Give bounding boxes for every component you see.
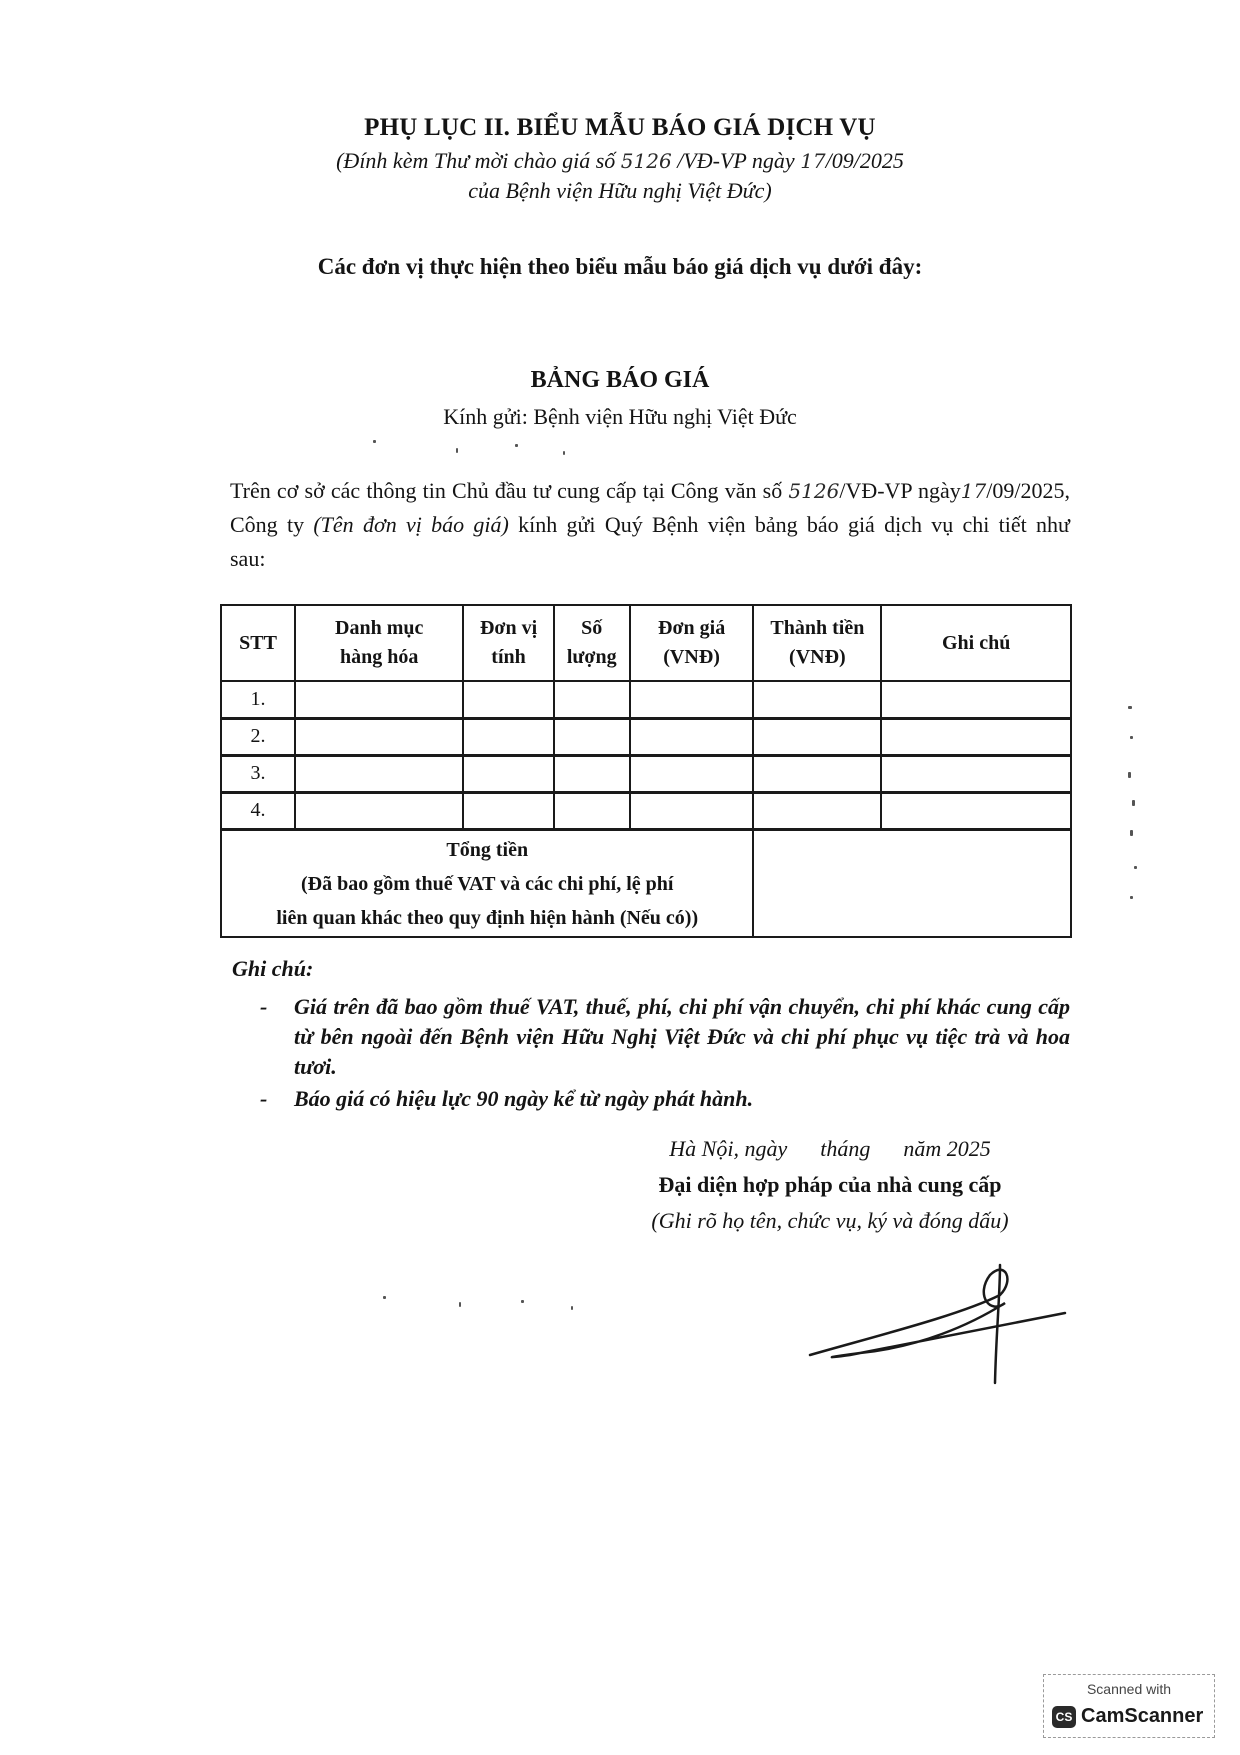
total-note-2: liên quan khác theo quy định hiện hành (Nếu có)) xyxy=(276,907,699,930)
intro-text-d: Công ty xyxy=(230,512,314,537)
handwritten-document-number-2: 5126 xyxy=(788,479,840,503)
quote-title: BẢNG BÁO GIÁ xyxy=(530,367,710,393)
header-unit-price: Đơn giá (VNĐ) xyxy=(630,605,754,681)
header-amount: Thành tiền (VNĐ) xyxy=(753,605,881,681)
total-title: Tổng tiền xyxy=(446,839,529,862)
handwritten-day: 17 xyxy=(800,149,826,173)
scan-speck xyxy=(1132,800,1135,806)
note-item-1 xyxy=(260,992,1070,1082)
attachment-ref-text-a: (Đính kèm Thư mời chào giá số xyxy=(336,148,621,173)
intro-line-3: sau: xyxy=(230,546,266,571)
cell-note xyxy=(881,755,1071,792)
total-row xyxy=(221,829,1071,937)
watermark-caption: Scanned with xyxy=(1086,1681,1172,1697)
cell-qty xyxy=(554,792,630,829)
instruction-text: Các đơn vị thực hiện theo biểu mẫu báo giá dịch vụ dưới đây: xyxy=(317,254,923,279)
cell-amount xyxy=(753,755,881,792)
scan-speck xyxy=(1134,866,1137,869)
intro-text-a: Trên cơ sở các thông tin Chủ đầu tư cung cấp tại Công văn số xyxy=(230,478,789,503)
cell-price xyxy=(630,755,754,792)
total-value-cell xyxy=(753,829,1071,937)
header-quantity: Số lượng xyxy=(554,605,630,681)
note-text-1: Giá trên đã bao gồm thuế VAT, thuế, phí, chi phí vận chuyển, chi phí khác cung cấp từ bên ngoài đến Bệnh viện Hữu Nghị Việt Đức và chi phí phục vụ tiệc trà và hoa tươi. xyxy=(294,994,1070,1079)
table-header-row xyxy=(221,605,1071,681)
cell-unit xyxy=(463,681,553,718)
addressee: Kính gửi: Bệnh viện Hữu nghị Việt Đức xyxy=(443,404,797,429)
intro-paragraph xyxy=(230,474,1070,576)
representative-label: Đại diện hợp pháp của nhà cung cấp xyxy=(658,1172,1002,1197)
cell-note xyxy=(881,681,1071,718)
intro-text-b: /VĐ-VP ngày xyxy=(839,478,961,503)
row-number: 2. xyxy=(221,718,295,755)
intro-line-1 xyxy=(230,474,1070,508)
scan-speck xyxy=(1130,830,1133,836)
cell-price xyxy=(630,792,754,829)
cell-amount xyxy=(753,718,881,755)
notes-heading: Ghi chú: xyxy=(232,956,314,981)
cell-price xyxy=(630,681,754,718)
table-row xyxy=(221,718,1071,755)
table-row xyxy=(221,755,1071,792)
attachment-issuer: của Bệnh viện Hữu nghị Việt Đức) xyxy=(468,178,772,203)
scan-speck xyxy=(1130,896,1133,899)
cell-note xyxy=(881,718,1071,755)
cell-unit xyxy=(463,755,553,792)
scan-speck xyxy=(456,448,458,453)
cell-qty xyxy=(554,755,630,792)
company-placeholder: (Tên đơn vị báo giá) xyxy=(313,512,509,537)
intro-text-c: /09/2025, xyxy=(986,478,1070,503)
intro-line-2 xyxy=(230,508,1070,542)
cell-item xyxy=(295,681,463,718)
header-stt: STT xyxy=(221,605,295,681)
cell-amount xyxy=(753,792,881,829)
scan-speck xyxy=(563,451,565,455)
attachment-ref-text-b: /VĐ-VP ngày xyxy=(671,148,801,173)
scan-speck xyxy=(383,1296,386,1299)
handwritten-day-2: 17 xyxy=(960,479,987,503)
note-bullet: - xyxy=(260,1086,268,1111)
handwritten-document-number: 5126 xyxy=(620,149,672,173)
scan-speck xyxy=(521,1300,524,1303)
cell-qty xyxy=(554,718,630,755)
table-row xyxy=(221,792,1071,829)
row-number: 1. xyxy=(221,681,295,718)
attachment-ref-text-c: /09/2025 xyxy=(825,148,904,173)
camscanner-watermark xyxy=(1043,1674,1215,1738)
document-title: PHỤ LỤC II. BIỂU MẪU BÁO GIÁ DỊCH VỤ xyxy=(364,114,876,141)
total-note-1: (Đã bao gồm thuế VAT và các chi phí, lệ phí xyxy=(301,873,674,896)
cell-unit xyxy=(463,718,553,755)
row-number: 4. xyxy=(221,792,295,829)
scan-speck xyxy=(515,444,518,447)
cell-item xyxy=(295,718,463,755)
header-item-name: Danh mục hàng hóa xyxy=(295,605,463,681)
header-unit: Đơn vị tính xyxy=(463,605,553,681)
date-line: Hà Nội, ngày tháng năm 2025 xyxy=(669,1136,991,1161)
cell-qty xyxy=(554,681,630,718)
cell-amount xyxy=(753,681,881,718)
scan-speck xyxy=(571,1306,573,1310)
scan-speck xyxy=(459,1302,461,1307)
total-label xyxy=(221,829,753,937)
note-bullet: - xyxy=(260,994,268,1019)
cell-price xyxy=(630,718,754,755)
scan-speck xyxy=(1128,772,1131,778)
table-row xyxy=(221,681,1071,718)
note-text-2: Báo giá có hiệu lực 90 ngày kể từ ngày phát hành. xyxy=(294,1086,754,1111)
watermark-brand: CamScanner xyxy=(1081,1705,1204,1727)
representative-instruction: (Ghi rõ họ tên, chức vụ, ký và đóng dấu) xyxy=(651,1208,1009,1233)
scan-speck xyxy=(1130,736,1133,739)
attachment-reference xyxy=(0,148,1240,174)
intro-text-e: kính gửi Quý Bệnh viện bảng báo giá dịch vụ chi tiết như xyxy=(508,512,1070,537)
cell-note xyxy=(881,792,1071,829)
signature-mark xyxy=(800,1255,1070,1385)
cell-item xyxy=(295,755,463,792)
camscanner-logo-icon: CS xyxy=(1052,1706,1076,1728)
cell-unit xyxy=(463,792,553,829)
scan-speck xyxy=(1128,706,1132,709)
quote-table xyxy=(220,604,1072,938)
cell-item xyxy=(295,792,463,829)
row-number: 3. xyxy=(221,755,295,792)
header-notes: Ghi chú xyxy=(881,605,1071,681)
scan-speck xyxy=(373,440,376,443)
note-item-2 xyxy=(260,1084,1070,1114)
